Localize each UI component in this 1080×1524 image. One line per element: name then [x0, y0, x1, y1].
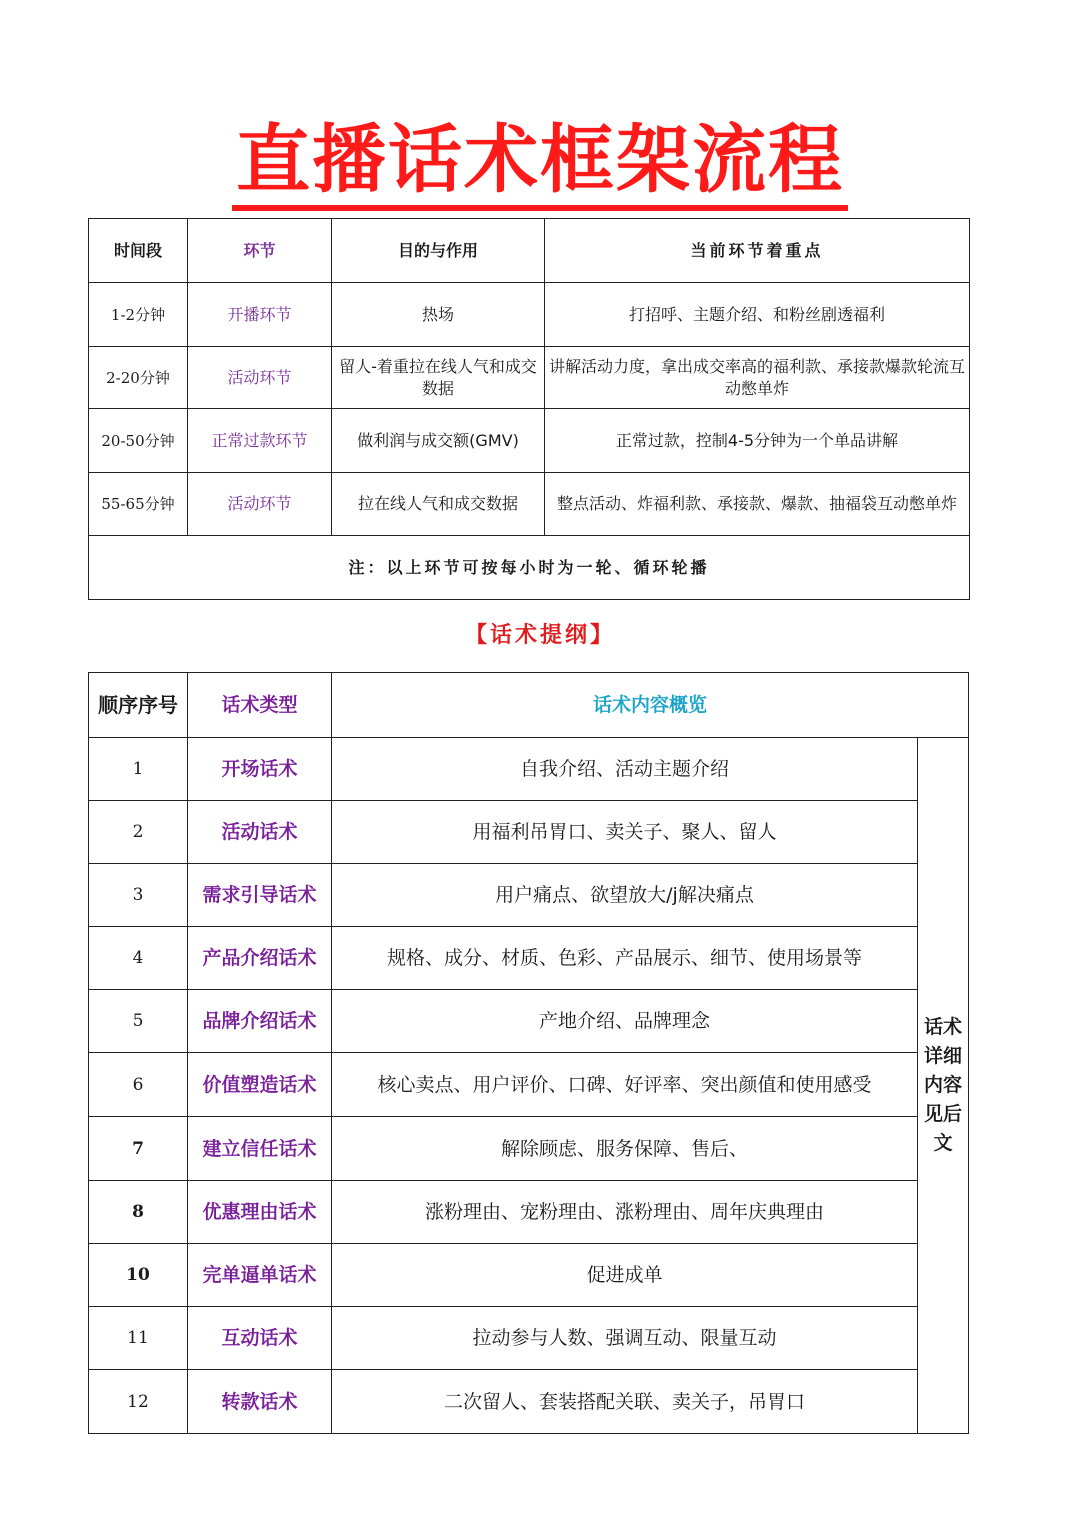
table-header-row — [89, 673, 969, 738]
table-row — [89, 864, 969, 927]
cell-focus: 打招呼、主题介绍、和粉丝剧透福利 — [545, 283, 970, 347]
table-row — [89, 347, 970, 409]
cell-purpose: 拉在线人气和成交数据 — [332, 473, 545, 536]
cell-number: 8 — [89, 1181, 188, 1244]
cell-focus: 正常过款，控制4-5分钟为一个单品讲解 — [545, 409, 970, 473]
cell-content: 用福利吊胃口、卖关子、聚人、留人 — [332, 801, 918, 864]
cell-focus: 讲解活动力度，拿出成交率高的福利款、承接款爆款轮流互动憋单炸 — [545, 347, 970, 409]
header-overview: 话术内容概览 — [332, 673, 969, 738]
cell-type: 产品介绍话术 — [188, 927, 332, 990]
cell-number: 7 — [89, 1117, 188, 1181]
cell-phase: 正常过款环节 — [188, 409, 332, 473]
table-row — [89, 801, 969, 864]
cell-number: 4 — [89, 927, 188, 990]
cell-number: 10 — [89, 1244, 188, 1307]
cell-content: 用户痛点、欲望放大/j解决痛点 — [332, 864, 918, 927]
cell-content: 涨粉理由、宠粉理由、涨粉理由、周年庆典理由 — [332, 1181, 918, 1244]
cell-type: 互动话术 — [188, 1307, 332, 1370]
cell-type: 开场话术 — [188, 738, 332, 801]
cell-type: 转款话术 — [188, 1370, 332, 1434]
table-row — [89, 927, 969, 990]
cell-content: 促进成单 — [332, 1244, 918, 1307]
cell-content: 产地介绍、品牌理念 — [332, 990, 918, 1053]
cell-focus: 整点活动、炸福利款、承接款、爆款、抽福袋互动憋单炸 — [545, 473, 970, 536]
page-title — [0, 112, 1080, 208]
table-row — [89, 738, 969, 801]
header-phase: 环节 — [188, 219, 332, 283]
cell-content: 二次留人、套装搭配关联、卖关子，吊胃口 — [332, 1370, 918, 1434]
header-order: 顺序序号 — [89, 673, 188, 738]
cell-number: 12 — [89, 1370, 188, 1434]
cell-type: 需求引导话术 — [188, 864, 332, 927]
table-note-row — [89, 536, 970, 600]
section-heading: 【话术提纲】 — [464, 623, 615, 648]
cell-content: 自我介绍、活动主题介绍 — [332, 738, 918, 801]
table-row — [89, 1181, 969, 1244]
table-row — [89, 1117, 969, 1181]
header-purpose: 目的与作用 — [332, 219, 545, 283]
cell-number: 3 — [89, 864, 188, 927]
cell-purpose: 留人-着重拉在线人气和成交数据 — [332, 347, 545, 409]
cell-purpose: 做利润与成交额(GMV) — [332, 409, 545, 473]
header-type: 话术类型 — [188, 673, 332, 738]
live-flow-table — [88, 218, 970, 600]
side-note: 话术详细内容见后文 — [923, 1016, 962, 1154]
page-title-text: 直播话术框架流程 — [232, 117, 848, 211]
script-outline-table — [88, 672, 969, 1434]
table-note: 注：以上环节可按每小时为一轮、循环轮播 — [89, 536, 970, 600]
cell-number: 5 — [89, 990, 188, 1053]
cell-type: 品牌介绍话术 — [188, 990, 332, 1053]
cell-number: 2 — [89, 801, 188, 864]
header-time: 时间段 — [89, 219, 188, 283]
header-focus: 当前环节着重点 — [545, 219, 970, 283]
cell-number: 1 — [89, 738, 188, 801]
table-row — [89, 1244, 969, 1307]
cell-time: 55-65分钟 — [89, 473, 188, 536]
table-row — [89, 473, 970, 536]
cell-type: 活动话术 — [188, 801, 332, 864]
cell-content: 解除顾虑、服务保障、售后、 — [332, 1117, 918, 1181]
cell-phase: 活动环节 — [188, 347, 332, 409]
cell-type: 优惠理由话术 — [188, 1181, 332, 1244]
cell-type: 建立信任话术 — [188, 1117, 332, 1181]
cell-phase: 开播环节 — [188, 283, 332, 347]
cell-time: 20-50分钟 — [89, 409, 188, 473]
cell-time: 2-20分钟 — [89, 347, 188, 409]
table-row — [89, 1307, 969, 1370]
cell-phase: 活动环节 — [188, 473, 332, 536]
table-header-row — [89, 219, 970, 283]
cell-type: 完单逼单话术 — [188, 1244, 332, 1307]
cell-content: 规格、成分、材质、色彩、产品展示、细节、使用场景等 — [332, 927, 918, 990]
cell-time: 1-2分钟 — [89, 283, 188, 347]
cell-purpose: 热场 — [332, 283, 545, 347]
cell-number: 11 — [89, 1307, 188, 1370]
table-row — [89, 1370, 969, 1434]
cell-type: 价值塑造话术 — [188, 1053, 332, 1117]
cell-content: 拉动参与人数、强调互动、限量互动 — [332, 1307, 918, 1370]
cell-content: 核心卖点、用户评价、口碑、好评率、突出颜值和使用感受 — [332, 1053, 918, 1117]
side-note-cell — [918, 738, 969, 1434]
table-row — [89, 409, 970, 473]
cell-number: 6 — [89, 1053, 188, 1117]
table-row — [89, 283, 970, 347]
table-row — [89, 1053, 969, 1117]
table-row — [89, 990, 969, 1053]
